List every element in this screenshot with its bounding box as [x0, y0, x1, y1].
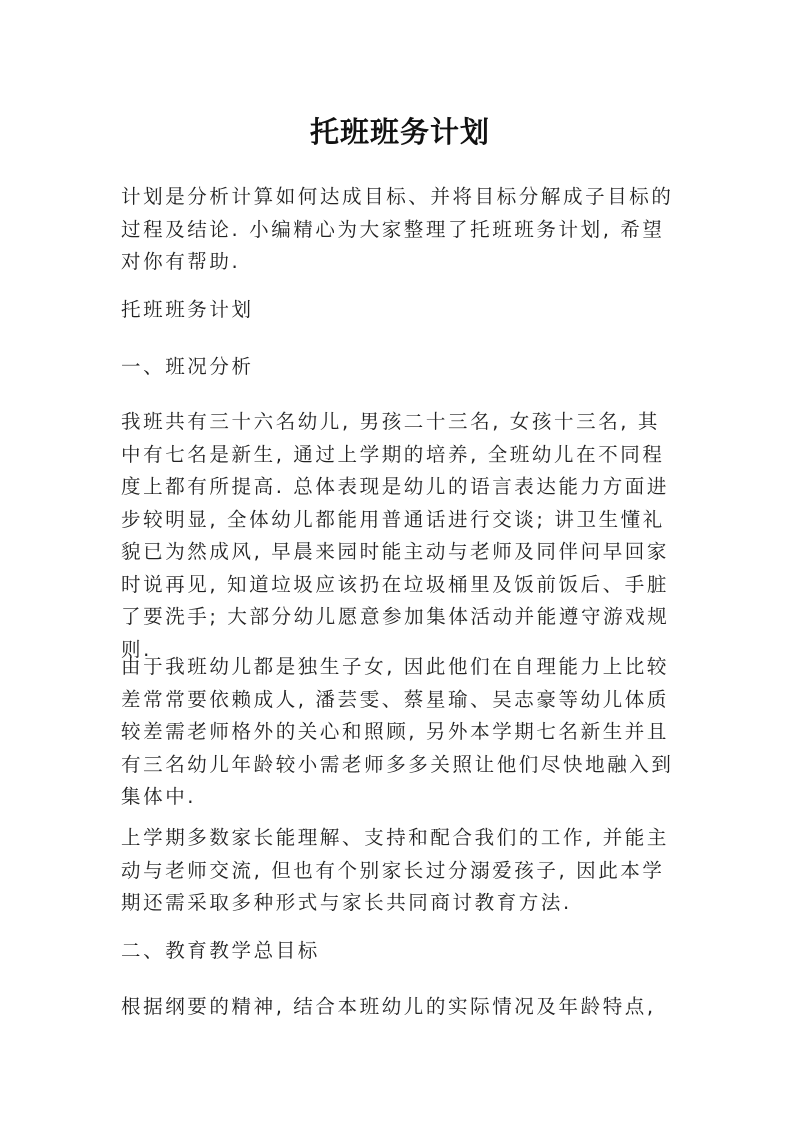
text-line: 动与老师交流, 但也有个别家长过分溺爱孩子, 因此本学 — [121, 858, 665, 882]
text-line: 对你有帮助. — [121, 250, 241, 273]
document-title: 托班班务计划 — [309, 115, 490, 149]
paragraph-parents — [121, 822, 681, 920]
paragraph-class-overview — [121, 406, 681, 666]
subtitle: 托班班务计划 — [121, 298, 254, 321]
text-line: 则. — [121, 637, 152, 661]
text-line: 中有七名是新生, 通过上学期的培养, 全班幼儿在不同程 — [121, 442, 665, 466]
text-line: 度上都有所提高. 总体表现是幼儿的语言表达能力方面进 — [121, 475, 669, 498]
text-line: 由于我班幼儿都是独生子女, 因此他们在自理能力上比较 — [121, 655, 669, 678]
text-line: 差常常要依赖成人, 潘芸雯、蔡星瑜、吴志豪等幼儿体质 — [121, 687, 669, 711]
paragraph-self-care — [121, 651, 681, 814]
intro-paragraph — [121, 181, 681, 279]
text-line: 有三名幼儿年龄较小需老师多多关照让他们尽快地融入到 — [121, 752, 674, 776]
text-line: 步较明显, 全体幼儿都能用普通话进行交谈; 讲卫生懂礼 — [121, 507, 665, 531]
text-line: 时说再见, 知道垃圾应该扔在垃圾桶里及饭前饭后、手脏 — [121, 572, 669, 596]
text-line: 计划是分析计算如何达成目标、并将目标分解成子目标的 — [121, 185, 674, 208]
text-line: 过程及结论. 小编精心为大家整理了托班班务计划, 希望 — [121, 217, 665, 241]
text-line: 貌已为然成风, 早晨来园时能主动与老师及同伴问早回家 — [121, 540, 669, 563]
section-heading-teaching-goals: 二、教育教学总目标 — [121, 939, 320, 962]
text-line: 我班共有三十六名幼儿, 男孩二十三名, 女孩十三名, 其 — [121, 410, 660, 433]
section-heading-class-analysis: 一、班况分析 — [121, 355, 254, 378]
text-line: 较差需老师格外的关心和照顾, 另外本学期七名新生并且 — [121, 720, 669, 743]
text-line: 集体中. — [121, 785, 197, 808]
text-line: 上学期多数家长能理解、支持和配合我们的工作, 并能主 — [121, 826, 669, 849]
text-line: 了要洗手; 大部分幼儿愿意参加集体活动并能遵守游戏规 — [121, 605, 670, 628]
text-line: 根据纲要的精神, 结合本班幼儿的实际情况及年龄特点, — [121, 995, 656, 1018]
text-line: 期还需采取多种形式与家长共同商讨教育方法. — [121, 891, 572, 914]
paragraph-goals — [121, 991, 681, 1024]
